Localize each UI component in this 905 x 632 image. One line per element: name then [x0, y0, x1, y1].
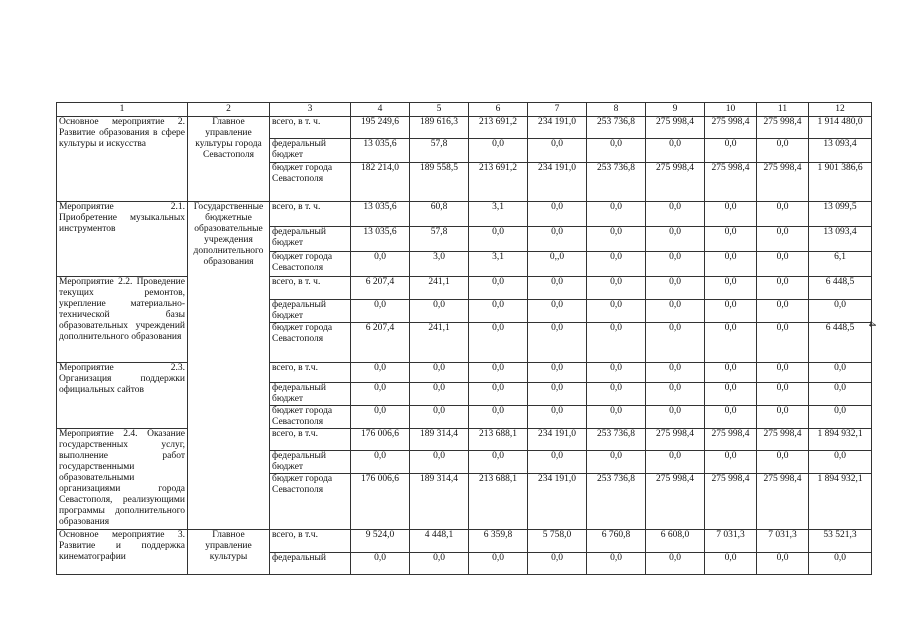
- value-cell: 6 207,4: [351, 323, 410, 363]
- value-cell: 0,0: [809, 406, 872, 429]
- value-cell: 0,0: [646, 277, 705, 300]
- value-cell: 0,0: [587, 553, 646, 575]
- value-cell: 189 558,5: [410, 163, 469, 202]
- value-cell: 0,0: [646, 252, 705, 277]
- value-cell: 57,8: [410, 139, 469, 163]
- funding-source-cell: бюджет города Севастополя: [270, 406, 351, 429]
- value-cell: 0,0: [587, 227, 646, 252]
- event-name-cell: Мероприятие 2.4. Оказание государственных услуг, выполнение работ государственными образовательными организациями города Севастополя, реализующими программы дополнительного образования: [57, 429, 188, 530]
- value-cell: 0,0: [469, 227, 528, 252]
- value-cell: 241,1: [410, 277, 469, 300]
- value-cell: 0,0: [757, 202, 809, 227]
- value-cell: 0,0: [587, 277, 646, 300]
- value-cell: 0,0: [705, 553, 757, 575]
- value-cell: 176 006,6: [351, 429, 410, 451]
- value-cell: 3,1: [469, 252, 528, 277]
- value-cell: 0,0: [528, 300, 587, 323]
- value-cell: 213 688,1: [469, 474, 528, 530]
- value-cell: 0,0: [351, 406, 410, 429]
- value-cell: 234 191,0: [528, 474, 587, 530]
- value-cell: 241,1: [410, 323, 469, 363]
- value-cell: 0,0: [757, 383, 809, 406]
- value-cell: 213 688,1: [469, 429, 528, 451]
- value-cell: 0,0: [351, 383, 410, 406]
- value-cell: 0,0: [587, 202, 646, 227]
- table-row: [57, 117, 872, 139]
- value-cell: 275 998,4: [705, 429, 757, 451]
- column-header: 8: [587, 103, 646, 117]
- value-cell: 0,0: [528, 406, 587, 429]
- value-cell: 0,0: [469, 363, 528, 383]
- table-row: [57, 530, 872, 553]
- executor-cell: Главное управление культуры: [188, 530, 270, 575]
- value-cell: 0,0: [528, 139, 587, 163]
- value-cell: 0,0: [351, 363, 410, 383]
- value-cell: 0,0: [705, 227, 757, 252]
- event-name-cell: Мероприятие 2.3. Организация поддержки официальных сайтов: [57, 363, 188, 429]
- value-cell: 189 314,4: [410, 429, 469, 451]
- funding-source-cell: всего, в т.ч.: [270, 363, 351, 383]
- column-header: 9: [646, 103, 705, 117]
- value-cell: 0,0: [646, 363, 705, 383]
- value-cell: 0,0: [469, 383, 528, 406]
- value-cell: 6 448,5: [809, 277, 872, 300]
- value-cell: 0,0: [757, 406, 809, 429]
- funding-source-cell: всего, в т. ч.: [270, 117, 351, 139]
- funding-source-cell: бюджет города Севастополя: [270, 163, 351, 202]
- value-cell: 0,0: [469, 323, 528, 363]
- value-cell: 0,0: [809, 383, 872, 406]
- funding-source-cell: бюджет города Севастополя: [270, 474, 351, 530]
- event-name-cell: Основное мероприятие 2. Развитие образования в сфере культуры и искусства: [57, 117, 188, 202]
- value-cell: 0,0: [646, 139, 705, 163]
- value-cell: 3,0: [410, 252, 469, 277]
- value-cell: 253 736,8: [587, 117, 646, 139]
- value-cell: 0,0: [528, 451, 587, 474]
- value-cell: 1 901 386,6: [809, 163, 872, 202]
- value-cell: 0,0: [528, 202, 587, 227]
- column-header: 3: [270, 103, 351, 117]
- budget-table: [56, 102, 872, 575]
- value-cell: 0,0: [587, 139, 646, 163]
- funding-source-cell: федеральный бюджет: [270, 300, 351, 323]
- funding-source-cell: всего, в т. ч.: [270, 277, 351, 300]
- value-cell: 0,0: [705, 202, 757, 227]
- value-cell: 0,0: [705, 363, 757, 383]
- value-cell: 0,0: [528, 227, 587, 252]
- value-cell: 0,0: [705, 139, 757, 163]
- value-cell: 0,0: [705, 252, 757, 277]
- value-cell: 13 093,4: [809, 227, 872, 252]
- funding-source-cell: федеральный бюджет: [270, 383, 351, 406]
- value-cell: 253 736,8: [587, 163, 646, 202]
- column-header: 7: [528, 103, 587, 117]
- value-cell: 0,0: [809, 451, 872, 474]
- value-cell: 0,0: [809, 553, 872, 575]
- value-cell: 275 998,4: [757, 474, 809, 530]
- value-cell: 275 998,4: [757, 117, 809, 139]
- value-cell: 7 031,3: [705, 530, 757, 553]
- value-cell: 234 191,0: [528, 163, 587, 202]
- value-cell: 0,0: [410, 451, 469, 474]
- value-cell: 0,0: [410, 300, 469, 323]
- table-row: [57, 363, 872, 383]
- value-cell: 213 691,2: [469, 117, 528, 139]
- value-cell: 60,8: [410, 202, 469, 227]
- value-cell: 0,0: [351, 451, 410, 474]
- value-cell: 3,1: [469, 202, 528, 227]
- value-cell: 275 998,4: [705, 474, 757, 530]
- value-cell: 0,0: [351, 252, 410, 277]
- value-cell: 6 359,8: [469, 530, 528, 553]
- value-cell: 0,0: [351, 300, 410, 323]
- funding-source-cell: всего, в т.ч.: [270, 530, 351, 553]
- value-cell: 6 608,0: [646, 530, 705, 553]
- value-cell: 0,0: [705, 323, 757, 363]
- value-cell: 0,0: [646, 553, 705, 575]
- table-row: [57, 429, 872, 451]
- value-cell: 6 207,4: [351, 277, 410, 300]
- value-cell: 195 249,6: [351, 117, 410, 139]
- value-cell: 0,0: [757, 451, 809, 474]
- value-cell: 0,0: [528, 553, 587, 575]
- value-cell: 0,0: [410, 406, 469, 429]
- value-cell: 275 998,4: [705, 163, 757, 202]
- value-cell: 275 998,4: [646, 163, 705, 202]
- value-cell: 0,0: [587, 383, 646, 406]
- value-cell: 0,0: [351, 553, 410, 575]
- column-header: 1: [57, 103, 188, 117]
- table-row: [57, 277, 872, 300]
- value-cell: 0,0: [757, 553, 809, 575]
- value-cell: 275 998,4: [646, 429, 705, 451]
- value-cell: 0,0: [757, 363, 809, 383]
- column-header: 4: [351, 103, 410, 117]
- value-cell: 6 760,8: [587, 530, 646, 553]
- value-cell: 0,0: [757, 300, 809, 323]
- value-cell: 0,0: [646, 406, 705, 429]
- value-cell: 4 448,1: [410, 530, 469, 553]
- value-cell: 0,0: [646, 383, 705, 406]
- value-cell: 0,0: [469, 553, 528, 575]
- value-cell: 13 093,4: [809, 139, 872, 163]
- funding-source-cell: федеральный бюджет: [270, 227, 351, 252]
- value-cell: 0,0: [528, 323, 587, 363]
- value-cell: 253 736,8: [587, 474, 646, 530]
- value-cell: 0,0: [528, 277, 587, 300]
- executor-cell: Государственные бюджетные образовательные учреждения дополнительного образования: [188, 202, 270, 530]
- event-name-cell: Мероприятие 2.1. Приобретение музыкальных инструментов: [57, 202, 188, 277]
- funding-source-cell: федеральный бюджет: [270, 451, 351, 474]
- value-cell: 275 998,4: [757, 163, 809, 202]
- funding-source-cell: всего, в т.ч.: [270, 429, 351, 451]
- value-cell: 13 035,6: [351, 202, 410, 227]
- value-cell: 0,0: [587, 300, 646, 323]
- value-cell: 0,0: [757, 139, 809, 163]
- value-cell: 0,0: [646, 227, 705, 252]
- column-header: 6: [469, 103, 528, 117]
- value-cell: 275 998,4: [705, 117, 757, 139]
- value-cell: 0,0: [646, 451, 705, 474]
- value-cell: 275 998,4: [646, 474, 705, 530]
- column-header: 5: [410, 103, 469, 117]
- value-cell: 182 214,0: [351, 163, 410, 202]
- event-name-cell: Основное мероприятие 3. Развитие и поддержка кинематографии: [57, 530, 188, 575]
- value-cell: 189 314,4: [410, 474, 469, 530]
- value-cell: 0,0: [757, 277, 809, 300]
- value-cell: 0,0: [587, 252, 646, 277]
- value-cell: 0,0: [705, 300, 757, 323]
- page-number: 4: [865, 321, 878, 327]
- value-cell: 0,0: [646, 202, 705, 227]
- value-cell: 13 035,6: [351, 139, 410, 163]
- value-cell: 0,0: [757, 252, 809, 277]
- value-cell: 0,0: [705, 277, 757, 300]
- value-cell: 0,0: [646, 300, 705, 323]
- column-header: 12: [809, 103, 872, 117]
- funding-source-cell: федеральный бюджет: [270, 139, 351, 163]
- event-name-cell: Мероприятие 2.2. Проведение текущих ремонтов, укрепление материально-технической базы образовательных учреждений дополнительного образования: [57, 277, 188, 363]
- value-cell: 1 894 932,1: [809, 474, 872, 530]
- value-cell: 0,0: [469, 139, 528, 163]
- value-cell: 0,0: [410, 363, 469, 383]
- value-cell: 0,0: [809, 300, 872, 323]
- value-cell: 0,0: [528, 363, 587, 383]
- value-cell: 213 691,2: [469, 163, 528, 202]
- value-cell: 7 031,3: [757, 530, 809, 553]
- value-cell: 253 736,8: [587, 429, 646, 451]
- value-cell: 0,0: [469, 300, 528, 323]
- value-cell: 0,0: [705, 406, 757, 429]
- value-cell: 53 521,3: [809, 530, 872, 553]
- funding-source-cell: бюджет города Севастополя: [270, 323, 351, 363]
- value-cell: 6,1: [809, 252, 872, 277]
- value-cell: 0,0: [705, 451, 757, 474]
- value-cell: 0,0: [809, 363, 872, 383]
- value-cell: 176 006,6: [351, 474, 410, 530]
- value-cell: 189 616,3: [410, 117, 469, 139]
- header-row: [57, 103, 872, 117]
- value-cell: 275 998,4: [646, 117, 705, 139]
- value-cell: 1 894 932,1: [809, 429, 872, 451]
- table-row: [57, 202, 872, 227]
- value-cell: 13 035,6: [351, 227, 410, 252]
- value-cell: 0,0: [587, 363, 646, 383]
- value-cell: 0,0: [410, 553, 469, 575]
- value-cell: 234 191,0: [528, 429, 587, 451]
- value-cell: 0,0: [469, 406, 528, 429]
- value-cell: 0,0: [587, 323, 646, 363]
- funding-source-cell: бюджет города Севастополя: [270, 252, 351, 277]
- column-header: 2: [188, 103, 270, 117]
- value-cell: 275 998,4: [757, 429, 809, 451]
- value-cell: 0,0: [469, 277, 528, 300]
- value-cell: 9 524,0: [351, 530, 410, 553]
- value-cell: 0,0: [705, 383, 757, 406]
- value-cell: 57,8: [410, 227, 469, 252]
- value-cell: 0,0: [528, 383, 587, 406]
- value-cell: 0,0: [587, 451, 646, 474]
- value-cell: 6 448,5: [809, 323, 872, 363]
- funding-source-cell: федеральный: [270, 553, 351, 575]
- executor-cell: Главное управление культуры города Севастополя: [188, 117, 270, 202]
- value-cell: 1 914 480,0: [809, 117, 872, 139]
- value-cell: 0,0: [646, 323, 705, 363]
- value-cell: 0,,0: [528, 252, 587, 277]
- value-cell: 0,0: [410, 383, 469, 406]
- value-cell: 0,0: [757, 227, 809, 252]
- value-cell: 0,0: [757, 323, 809, 363]
- value-cell: 0,0: [469, 451, 528, 474]
- value-cell: 234 191,0: [528, 117, 587, 139]
- value-cell: 13 099,5: [809, 202, 872, 227]
- funding-source-cell: всего, в т. ч.: [270, 202, 351, 227]
- value-cell: 5 758,0: [528, 530, 587, 553]
- column-header: 10: [705, 103, 757, 117]
- column-header: 11: [757, 103, 809, 117]
- value-cell: 0,0: [587, 406, 646, 429]
